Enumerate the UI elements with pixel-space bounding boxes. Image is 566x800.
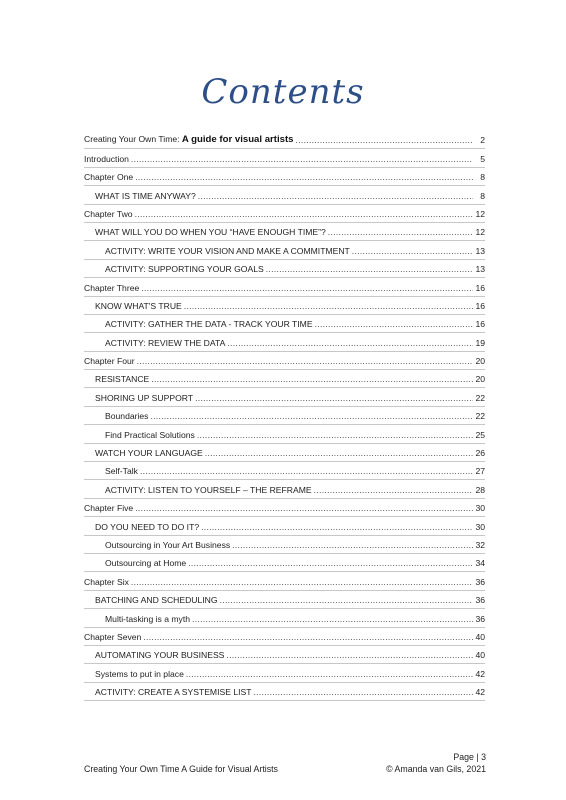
toc-leader-dots [266, 264, 473, 274]
toc-entry-label: RESISTANCE [95, 374, 150, 385]
toc-entry-label: AUTOMATING YOUR BUSINESS [95, 650, 225, 661]
toc-leader-dots [143, 632, 473, 642]
toc-leader-dots [201, 522, 473, 532]
page-title: Contents [201, 72, 365, 112]
toc-leader-dots [197, 430, 473, 440]
toc-entry[interactable] [84, 646, 485, 664]
toc-leader-dots [315, 319, 473, 329]
toc-leader-dots [135, 172, 473, 182]
toc-entry-page: 42 [475, 687, 485, 698]
toc-leader-dots [131, 154, 473, 164]
toc-entry-label: Boundaries [105, 411, 149, 422]
toc-entry-label: ACTIVITY: SUPPORTING YOUR GOALS [105, 264, 264, 275]
toc-leader-dots [188, 558, 473, 568]
toc-entry-page: 8 [480, 172, 485, 183]
toc-entry[interactable] [84, 168, 485, 186]
toc-leader-dots [131, 577, 473, 587]
toc-entry-label: Chapter Five [84, 503, 134, 514]
toc-entry-page: 30 [475, 521, 485, 532]
toc-entry[interactable] [84, 609, 485, 627]
toc-entry[interactable] [84, 444, 485, 462]
toc-entry-page: 16 [475, 319, 485, 330]
toc-leader-dots [195, 393, 473, 403]
toc-entry-label: ACTIVITY: WRITE YOUR VISION AND MAKE A COMMITMENT [105, 245, 350, 256]
toc-entry-label: Creating Your Own Time: A guide for visual artists [84, 134, 294, 146]
toc-entry-label: Systems to put in place [95, 668, 184, 679]
toc-entry-label: Introduction [84, 153, 129, 164]
toc-entry[interactable] [84, 315, 485, 333]
toc-entry-page: 5 [480, 153, 485, 164]
toc-entry-label: Multi-tasking is a myth [105, 613, 191, 624]
toc-entry-label: WHAT IS TIME ANYWAY? [95, 190, 196, 201]
toc-entry[interactable] [84, 517, 485, 535]
toc-entry[interactable] [84, 462, 485, 480]
toc-entry[interactable] [84, 407, 485, 425]
toc-entry-label: ACTIVITY: GATHER THE DATA - TRACK YOUR TIME [105, 319, 313, 330]
toc-entry[interactable] [84, 223, 485, 241]
toc-entry[interactable] [84, 333, 485, 351]
toc-leader-dots [253, 687, 473, 697]
toc-leader-dots [141, 283, 473, 293]
toc-leader-dots [151, 374, 473, 384]
toc-entry-label: Chapter Six [84, 576, 129, 587]
toc-leader-dots [192, 614, 473, 624]
toc-entry-label: Outsourcing at Home [105, 558, 187, 569]
toc-entry-label: WHAT WILL YOU DO WHEN YOU “HAVE ENOUGH TIME”? [95, 227, 326, 238]
toc-entry[interactable] [84, 388, 485, 406]
toc-entry-page: 36 [475, 595, 485, 606]
toc-entry-page: 12 [475, 208, 485, 219]
table-of-contents [84, 131, 485, 701]
toc-entry-page: 2 [480, 135, 485, 146]
toc-entry-page: 19 [475, 337, 485, 348]
toc-entry-page: 40 [475, 650, 485, 661]
page-footer [84, 752, 486, 774]
toc-entry[interactable] [84, 297, 485, 315]
toc-leader-dots [198, 191, 473, 201]
toc-entry-label: SHORING UP SUPPORT [95, 392, 194, 403]
toc-entry-page: 8 [480, 190, 485, 201]
footer-copyright: © Amanda van Gils, 2021 [386, 764, 486, 774]
toc-leader-dots [296, 135, 473, 145]
toc-entry[interactable] [84, 499, 485, 517]
toc-entry-page: 30 [475, 503, 485, 514]
toc-entry-subtitle: A guide for visual artists [181, 134, 294, 146]
toc-leader-dots [226, 650, 473, 660]
toc-leader-dots [135, 503, 473, 513]
toc-entry[interactable] [84, 591, 485, 609]
toc-entry-page: 26 [475, 448, 485, 459]
toc-entry-label: Chapter Seven [84, 631, 142, 642]
toc-leader-dots [135, 209, 473, 219]
toc-entry-label: Chapter One [84, 172, 134, 183]
toc-entry[interactable] [84, 131, 485, 149]
toc-entry[interactable] [84, 205, 485, 223]
toc-entry[interactable] [84, 370, 485, 388]
toc-leader-dots [328, 227, 473, 237]
toc-leader-dots [232, 540, 473, 550]
toc-entry-page: 16 [475, 300, 485, 311]
toc-entry[interactable] [84, 278, 485, 296]
toc-entry[interactable] [84, 260, 485, 278]
toc-entry-page: 20 [475, 374, 485, 385]
toc-entry-page: 13 [475, 264, 485, 275]
toc-entry-page: 36 [475, 576, 485, 587]
toc-entry-page: 36 [475, 613, 485, 624]
toc-entry-page: 34 [475, 558, 485, 569]
toc-entry-label: Chapter Four [84, 356, 135, 367]
toc-entry-page: 13 [475, 245, 485, 256]
toc-entry-label: ACTIVITY: CREATE A SYSTEMISE LIST [95, 687, 252, 698]
toc-entry-label: Self-Talk [105, 466, 138, 477]
toc-entry[interactable] [84, 554, 485, 572]
toc-entry-label: WATCH YOUR LANGUAGE [95, 448, 203, 459]
toc-entry-page: 27 [475, 466, 485, 477]
toc-entry-label: ACTIVITY: LISTEN TO YOURSELF – THE REFRAME [105, 484, 312, 495]
toc-leader-dots [137, 356, 473, 366]
toc-leader-dots [186, 669, 473, 679]
toc-entry[interactable] [84, 425, 485, 443]
toc-leader-dots [184, 301, 473, 311]
toc-entry-label: ACTIVITY: REVIEW THE DATA [105, 337, 226, 348]
toc-leader-dots [205, 448, 473, 458]
toc-entry-label: Chapter Three [84, 282, 140, 293]
toc-leader-dots [314, 485, 473, 495]
toc-entry-page: 20 [475, 356, 485, 367]
footer-book-title: Creating Your Own Time A Guide for Visual Artists [84, 764, 278, 774]
toc-entry[interactable] [84, 241, 485, 259]
toc-entry-label: Outsourcing in Your Art Business [105, 539, 231, 550]
toc-entry-label: Chapter Two [84, 208, 133, 219]
toc-entry[interactable] [84, 683, 485, 701]
toc-entry-page: 16 [475, 282, 485, 293]
toc-entry-page: 28 [475, 484, 485, 495]
toc-entry-page: 25 [475, 429, 485, 440]
toc-entry-page: 22 [475, 392, 485, 403]
toc-entry[interactable] [84, 186, 485, 204]
toc-entry[interactable] [84, 480, 485, 498]
toc-leader-dots [352, 246, 473, 256]
toc-leader-dots [227, 338, 473, 348]
toc-entry-label: KNOW WHAT'S TRUE [95, 300, 182, 311]
toc-entry[interactable] [84, 536, 485, 554]
toc-entry-page: 42 [475, 668, 485, 679]
toc-entry-page: 32 [475, 539, 485, 550]
toc-entry-page: 40 [475, 631, 485, 642]
toc-entry[interactable] [84, 628, 485, 646]
toc-leader-dots [140, 466, 473, 476]
toc-entry[interactable] [84, 572, 485, 590]
page-number: Page | 3 [453, 752, 486, 762]
toc-leader-dots [150, 411, 473, 421]
toc-leader-dots [220, 595, 473, 605]
toc-entry-page: 22 [475, 411, 485, 422]
toc-entry-label: DO YOU NEED TO DO IT? [95, 521, 200, 532]
toc-entry[interactable] [84, 352, 485, 370]
toc-entry[interactable] [84, 664, 485, 682]
toc-entry-label: BATCHING AND SCHEDULING [95, 595, 218, 606]
toc-entry-page: 12 [475, 227, 485, 238]
toc-entry-label: Find Practical Solutions [105, 429, 195, 440]
toc-entry[interactable] [84, 149, 485, 167]
